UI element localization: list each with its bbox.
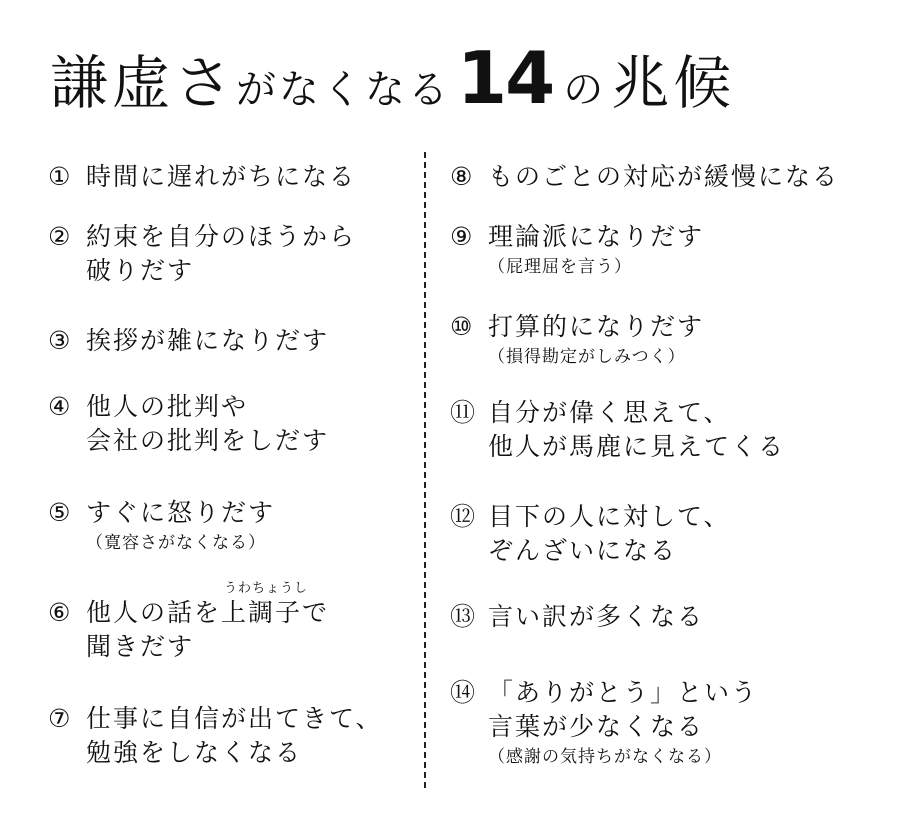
item-text-continued: ぞんざいになる: [488, 536, 678, 565]
list-item-10: [450, 310, 704, 370]
title-part-2: がなくなる: [236, 67, 452, 113]
item-number: ④: [48, 392, 73, 421]
item-text: 「ありがとう」という: [488, 678, 759, 707]
list-item-2: [48, 220, 356, 288]
item-number: ②: [48, 222, 73, 251]
list-item-1: [48, 160, 356, 194]
list-item-8: [450, 160, 839, 194]
list-item-4: [48, 390, 329, 458]
item-text-continued: 聞きだす: [86, 632, 195, 661]
item-number: ⑦: [48, 704, 73, 733]
item-note: （寛容さがなくなる）: [86, 533, 266, 553]
item-number: ①: [48, 162, 73, 191]
item-number: ⑪: [450, 398, 478, 427]
title-number: 14: [457, 36, 554, 120]
item-number: ⑫: [450, 502, 478, 531]
item-text: ものごとの対応が緩慢になる: [488, 162, 840, 191]
item-number: ⑬: [450, 602, 478, 631]
list-item-13: [450, 600, 704, 634]
list-item-11: [450, 396, 785, 464]
item-note: （感謝の気持ちがなくなる）: [488, 747, 722, 767]
item-text-continued: 破りだす: [86, 256, 195, 285]
item-number: ⑧: [450, 162, 475, 191]
title-part-3: の: [563, 67, 604, 113]
item-text: 理論派になりだす: [488, 222, 705, 251]
column-divider: [424, 152, 426, 788]
item-number: ③: [48, 326, 73, 355]
item-text: 他人の話を上調子で: [86, 598, 330, 627]
item-text: すぐに怒りだす: [86, 498, 276, 527]
item-text-continued: 勉強をしなくなる: [86, 738, 303, 767]
item-text: 約束を自分のほうから: [86, 222, 357, 251]
item-text: 仕事に自信が出てきて、: [86, 704, 383, 733]
furigana-reading: うわちょうし: [224, 581, 309, 596]
item-text: 打算的になりだす: [488, 312, 705, 341]
list-item-5: [48, 496, 275, 556]
title-part-1: 謙虚さ: [50, 49, 237, 117]
item-number: ⑥: [48, 598, 73, 627]
item-text: 自分が偉く思えて、: [488, 398, 731, 427]
list-item-3: [48, 324, 329, 358]
item-note: （損得勘定がしみつく）: [488, 347, 686, 367]
item-text: 目下の人に対して、: [488, 502, 731, 531]
title-part-4: 兆候: [611, 49, 736, 117]
item-note: （屁理屈を言う）: [488, 257, 632, 277]
item-text-continued: 他人が馬鹿に見えてくる: [488, 432, 786, 461]
list-item-7: [48, 702, 383, 770]
item-number: ⑭: [450, 678, 478, 707]
item-number: ⑨: [450, 222, 475, 251]
item-number: ⑩: [450, 312, 475, 341]
item-number: ⑤: [48, 498, 73, 527]
item-text: 時間に遅れがちになる: [86, 162, 357, 191]
item-text: 他人の批判や: [86, 392, 249, 421]
item-text-continued: 言葉が少なくなる: [488, 712, 705, 741]
list-item-6: [48, 581, 330, 664]
list-item-14: [450, 676, 758, 770]
item-text: 言い訳が多くなる: [488, 602, 705, 631]
item-text-continued: 会社の批判をしだす: [86, 426, 330, 455]
item-text: 挨拶が雑になりだす: [86, 326, 330, 355]
page-title: [50, 36, 736, 120]
list-item-9: [450, 220, 704, 280]
list-item-12: [450, 500, 731, 568]
